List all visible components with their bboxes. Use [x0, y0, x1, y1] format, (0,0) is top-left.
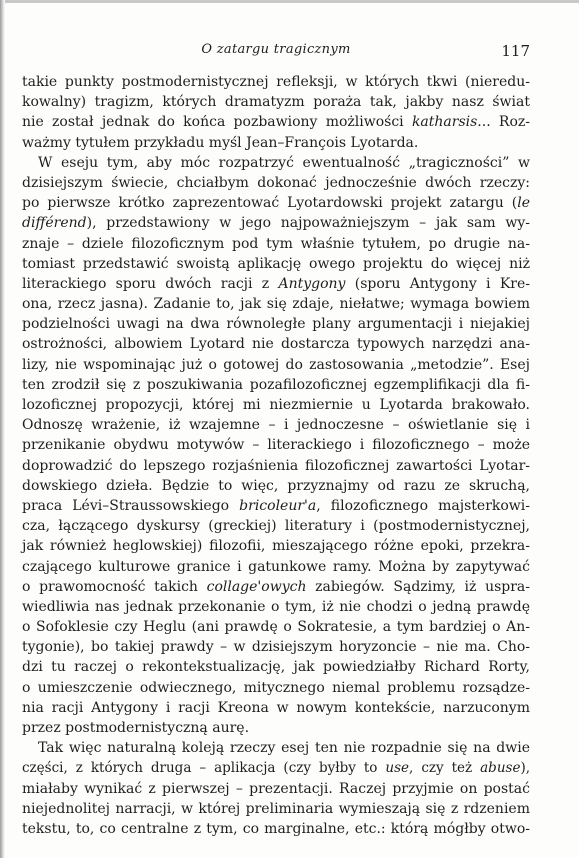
text-line: jak również heglowskiej) filozofii, mieszającego różne epoki, przekra-: [22, 538, 530, 555]
text-line: nia racji Antygony i racji Kreona w nowym kontekście, narzuconym: [22, 699, 530, 716]
text-line: tekstu, to, co centralne z tym, co marginalne, etc.: którą mógłby otwo-: [22, 820, 530, 837]
text-line: takie punkty postmodernistycznej refleksji, w których tkwi (nieredu-: [22, 74, 530, 90]
text-line: ten zrodził się z poszukiwania pozafilozoficznej egzemplifikacji dla fi-: [22, 376, 530, 393]
text-line: o prawomocność takich collage'owych zabiegów. Sądzimy, iż uspra-: [22, 578, 530, 595]
text-line: części, z których druga – aplikacja (czy byłby to use, czy też abuse),: [22, 760, 530, 777]
text-line: ważmy tytułem przykładu myśl Jean–François Lyotarda.: [22, 134, 419, 151]
text-line: przez postmodernistyczną aurę.: [22, 720, 250, 736]
scan-edge-top: [0, 0, 579, 3]
text-line: miałaby wynikać z pierwszej – prezentacji. Raczej przyjmie on postać: [22, 780, 530, 797]
paragraph-start-line: Tak więc naturalną koleją rzeczy esej ten nie rozpadnie się na dwie: [38, 740, 530, 757]
text-line: Odnoszę wrażenie, iż wzajemne – i jednoczesne – oświetlanie się i: [22, 417, 530, 434]
text-line: tomiast przedstawić swoistą aplikację owego projektu do więcej niż: [22, 255, 530, 272]
text-line: lizy, nie wspominając już o gotowej do zastosowania „metodzie”. Esej: [22, 356, 530, 373]
text-line: znaje – dziele filozoficznym pod tym właśnie tytułem, po drugie na-: [22, 235, 530, 252]
text-line: dzisiejszym świecie, chciałbym dokonać jednocześnie dwóch rzeczy:: [22, 174, 530, 191]
text-line: literackiego sporu dwóch racji z Antygony (sporu Antygony i Kre-: [22, 275, 530, 292]
paragraph-start-line: W eseju tym, aby móc rozpatrzyć ewentualność „tragiczności” w: [38, 154, 530, 171]
text-line: nie został jednak do końca pozbawiony możliwości katharsis... Roz-: [22, 114, 530, 131]
text-line: ona, rzecz jasna). Zadanie to, jak się zdaje, niełatwe; wymaga bowiem: [22, 296, 530, 313]
text-line: wiedliwia nas jednak przekonanie o tym, iż nie chodzi o jedną prawdę: [22, 598, 530, 615]
text-line: praca Lévi–Straussowskiego bricoleur'a, filozoficznego majsterkowi-: [22, 497, 530, 514]
text-line: cza, łączącego dyskursy (greckiej) literatury i (postmodernistycznej,: [22, 518, 530, 535]
text-line: o umieszczenie odwiecznego, mitycznego niemal problemu rozsądze-: [22, 679, 530, 696]
running-title: O zatargu tragicznym: [201, 42, 351, 57]
running-head: [22, 42, 530, 66]
text-line: dowskiego dzieła. Będzie to więc, przyznajmy od razu ze skruchą,: [22, 477, 530, 494]
text-line: doprowadzić do lepszego rozjaśnienia filozoficznej zawartości Lyotar-: [22, 457, 530, 474]
text-line: czającego kulturowe granice i gatunkowe ramy. Można by zapytywać: [22, 558, 530, 575]
text-line: niejednolitej narracji, w której preliminaria wymieszają się z rdzeniem: [22, 800, 530, 817]
text-line: ostrożności, albowiem Lyotard nie dostarcza typowych narzędzi ana-: [22, 336, 530, 353]
text-line: o Sofoklesie czy Heglu (ani prawdę o Sokratesie, a tym bardziej o An-: [22, 619, 530, 636]
text-line: po pierwsze krótko zaprezentować Lyotardowski projekt zatargu (le: [22, 195, 530, 212]
text-line: tygonie), bo takiej prawdy – w dzisiejszym horyzoncie – nie ma. Cho-: [22, 639, 530, 656]
page-number: 117: [501, 42, 530, 60]
text-line: podzielności uwagi na dwa równoległe plany argumentacji i niejakiej: [22, 316, 530, 333]
scan-edge-left: [0, 0, 5, 858]
body-text: [22, 72, 530, 839]
text-line: lozoficznej propozycji, której mi niezmiernie u Lyotarda brakowało.: [22, 397, 530, 413]
text-line: différend), przedstawiony w jego najpoważniejszym – jak sam wy-: [22, 215, 530, 232]
text-line: przenikanie obydwu motywów – literackiego i filozoficznego – może: [22, 437, 530, 454]
text-line: kowalny) tragizm, których dramatyzm poraża tak, jakby nasz świat: [22, 94, 530, 111]
text-line: dzi tu raczej o rekontekstualizację, jak powiedziałby Richard Rorty,: [22, 659, 530, 676]
